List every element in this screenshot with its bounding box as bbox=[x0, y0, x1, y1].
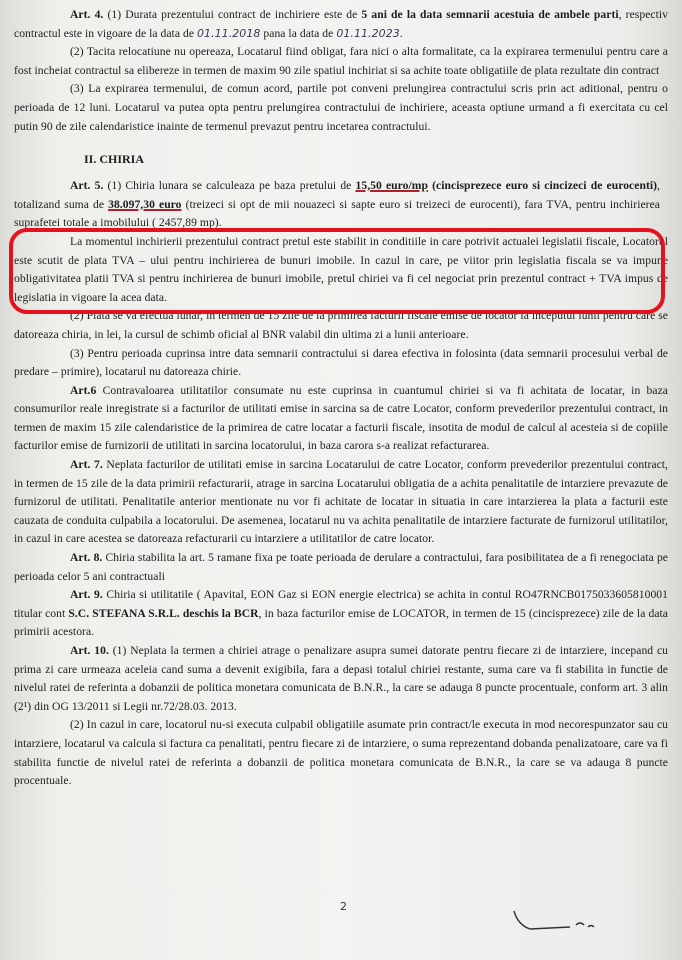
art4-paragraph-3: (3) La expirarea termenului, de comun acord, partile pot conveni prelungirea contractului scris prin act aditional, pentru o perioada de 12 luni. Locatarul va putea opta pentru prelungirea contractului de inchiriere, aceasta optiune urmand a fi exercitata cu cel putin 90 de zile calendaristice inainte de termenul prevazut pentru incetarea contractului. bbox=[14, 82, 668, 133]
art5-paragraph-1: Art. 5. (1) Chiria lunara se calculeaza pe baza pretului de 15,50 euro/mp (cincisprezece euro si cincizeci de eurocenti), totalizand suma de 38.097,30 euro (treizeci si opt de mii nouazeci si sapte euro si treizeci de eurocenti), fara TVA, pentru inchirierea suprafetei totale a imobilului ( 2457,89 mp). bbox=[14, 179, 660, 230]
art10-paragraph-1: Art. 10. (1) Neplata la termen a chiriei atrage o penalizare asupra sumei datorate pentru fiecare zi de intarziere, incepand cu prima zi care urmeaza aceleia cand suma a devenit exigibila, fara a depasi totalul chiriei restante, suma care va fi stabilita in functie de nivelul ratei de referinta a dobanzii de politica monetara comunicata de B.N.R., la care se adauga 8 puncte procentuale, conform art. 3 alin (2¹) din OG 13/2011 si Legii nr.72/28.03. 2013. bbox=[14, 644, 668, 713]
art10-paragraph-2: (2) In cazul in care, locatorul nu-si executa culpabil obligatiile asumate prin contract/le executa in mod necorespunzator sau cu intarziere, locatarul va calcula si factura ca penalitati, pentru fiecare zi de intarziere, o suma reprezentand dobanda penalizatoare, care va fi stabilita functie de nivelul ratei de referinta a dobanzii de politica monetara comunicata de B.N.R., la care se va adauga 8 puncte procentuale. bbox=[14, 718, 668, 788]
art5-paragraph-1-continued: La momentul inchirierii prezentului contract pretul este stabilit in conditiile in care potrivit actualei legislatii fiscale, Locatorul este scutit de plata TVA – ului pentru inchirierea de bunuri imobile. In cazul in care, pe viitor prin legislatia fiscala se va impune obligativitatea platii TVA si pentru inchirierea de bunuri imobile, pretul chiriei va fi cel negociat prin prezentul contract + TVA impus de legislatia in vigoare la acea data. bbox=[14, 234, 668, 304]
signature-mark bbox=[510, 905, 600, 935]
art5-paragraph-2: (2) Plata se va efectua lunar, in termen de 15 zile de la primirea facturii fiscale emise de locator la inceputul lunii pentru care se datoreaza chiria, in lei, la cursul de schimb oficial al BNR valabil din ultima zi a lunii anterioare. bbox=[14, 309, 668, 341]
art7-paragraph: Art. 7. Neplata facturilor de utilitati emise in sarcina Locatarului de catre Locator, conform prevederilor prezentului contract, in termen de 15 zile de la data primirii refacturarii, atrage in sarcina Locatarului obligatia de a achita penalitatile de intarziere prevazute de furnizorul de utilitati. Penalitatile anterior mentionate nu vor fi achitate de locatar in situatia in care intarzierea la plata a facturii este cauzata de conduita culpabila a locatorului. De asemenea, locatarul nu va achita penalitatile de intarziere facturate de furnizorul utilitatilor, in cazul in care acestea se datoreaza refacturarii cu intarziere a utilitatilor de catre locator. bbox=[14, 458, 668, 546]
handwritten-start-date: 01.11.2018 bbox=[196, 26, 261, 40]
handwritten-end-date: 01.11.2023 bbox=[336, 26, 400, 40]
section-heading-chiria: II. CHIRIA bbox=[84, 152, 145, 167]
art8-paragraph: Art. 8. Chiria stabilita la art. 5 ramane fixa pe toate perioada de derulare a contractului, fara posibilitatea de a fi renegociata pe perioada celor 5 ani contractuali bbox=[14, 551, 668, 583]
art9-paragraph: Art. 9. Chiria si utilitatile ( Apavital, EON Gaz si EON energie electrica) se achita in contul RO47RNCB0175033605810001 titular cont S.C. STEFANA S.R.L. deschis la BCR, in baza facturilor emise de LOCATOR, in termen de 15 (cincisprezece) zile de la data primirii acestora. bbox=[14, 588, 668, 639]
art6-paragraph: Art.6 Contravaloarea utilitatilor consumate nu este cuprinsa in cuantumul chiriei si va fi achitata de locatar, in baza consumurilor reale inregistrate si a facturilor de utilitati emise in sarcina sa de catre Locator, conform prevederilor prezentului contract, in termen de maxim 15 zile calendaristice de la primirea de catre locatar a facturii fiscale, insotita de modul de calcul al acesteia si de copiile facturilor emise de furnizorii de utilitati in sarcina locatorului, in baza carora s-a realizat refacturarea. bbox=[14, 383, 668, 453]
price-per-sqm: 15,50 euro/mp bbox=[355, 179, 428, 193]
art4-paragraph-2: (2) Tacita relocatiune nu opereaza, Locatarul fiind obligat, fara nici o alta formalitate, ca la expirarea termenului pentru care a fost incheiat contractul sa elibereze in termen de maxim 90 zile spatiul inchiriat si sa achite toate obligatiile de plata rezultate din contract bbox=[14, 45, 668, 77]
page-number: 2 bbox=[340, 900, 347, 913]
art5-paragraph-3: (3) Pentru perioada cuprinsa intre data semnarii contractului si darea efectiva in folosinta (data semnarii procesului verbal de predare – primire), locatarul nu datoreaza chirie. bbox=[14, 346, 668, 379]
art4-paragraph-1: Art. 4. (1) Durata prezentului contract de inchiriere este de 5 ani de la data semnarii acestuia de ambele parti, respectiv contractul este in vigoare de la data de 01.11.2018 pana la data de 01.11.2023. bbox=[14, 8, 668, 40]
total-rent: 38.097,30 euro bbox=[108, 197, 182, 211]
